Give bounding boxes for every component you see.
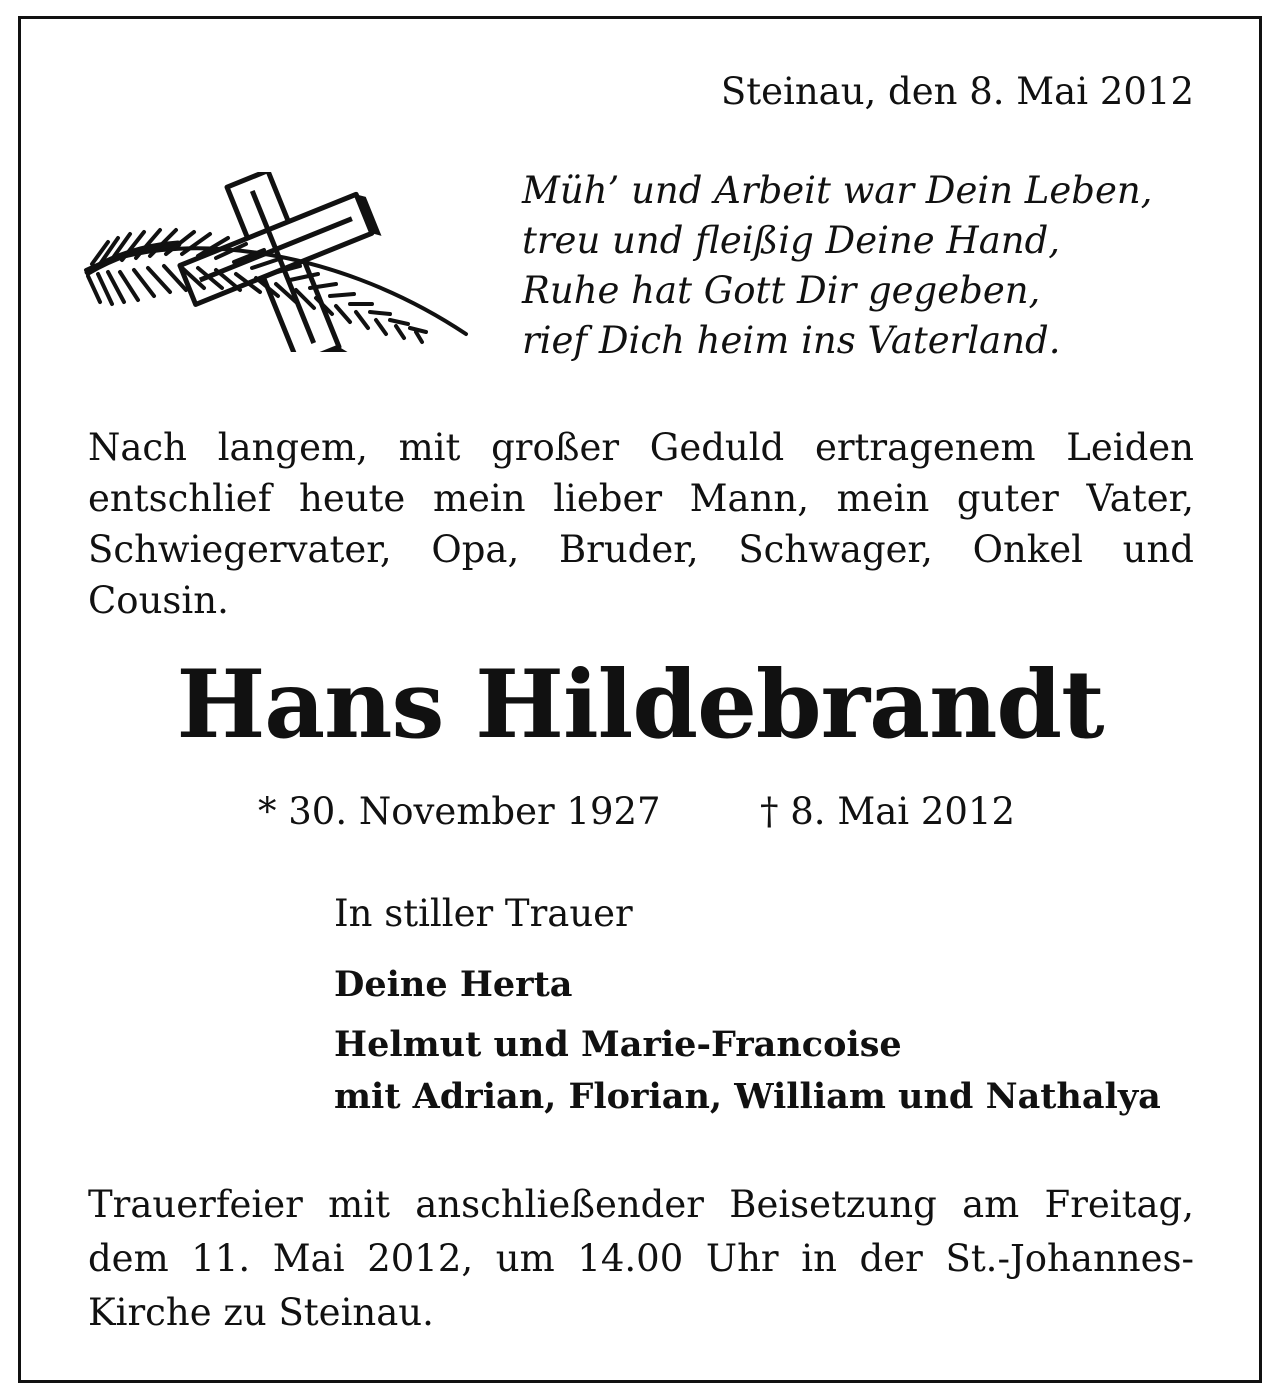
poem-line: treu und fleißig Deine Hand, <box>522 219 1061 262</box>
mourning-phrase: In stiller Trauer <box>334 892 633 935</box>
place-date: Steinau, den 8. Mai 2012 <box>720 70 1194 113</box>
mourner-line: Helmut und Marie-Francoise <box>334 1024 902 1065</box>
poem <box>522 166 1212 366</box>
poem-line: Ruhe hat Gott Dir gegeben, <box>522 269 1041 312</box>
mourner-line: Deine Herta <box>334 964 573 1005</box>
mourner-line: mit Adrian, Florian, William und Nathalya <box>334 1076 1161 1117</box>
birth-date: * 30. November 1927 <box>258 790 661 833</box>
funeral-service-info: Trauerfeier mit anschließender Beisetzung am Freitag, dem 11. Mai 2012, um 14.00 Uhr in der St.-Johannes-Kirche zu Steinau. <box>88 1183 1194 1334</box>
poem-line: rief Dich heim ins Vaterland. <box>522 319 1061 362</box>
poem-line: Müh’ und Arbeit war Dein Leben, <box>522 169 1153 212</box>
cross-with-palm-branch-icon <box>78 172 478 352</box>
intro-paragraph: Nach langem, mit großer Geduld ertragenem Leiden entschlief heute mein lieber Mann, mein guter Vater, Schwiegervater, Opa, Bruder, Schwager, Onkel und Cousin. <box>88 426 1194 622</box>
deceased-name: Hans Hildebrandt <box>176 650 1104 760</box>
death-date: † 8. Mai 2012 <box>760 790 1016 833</box>
